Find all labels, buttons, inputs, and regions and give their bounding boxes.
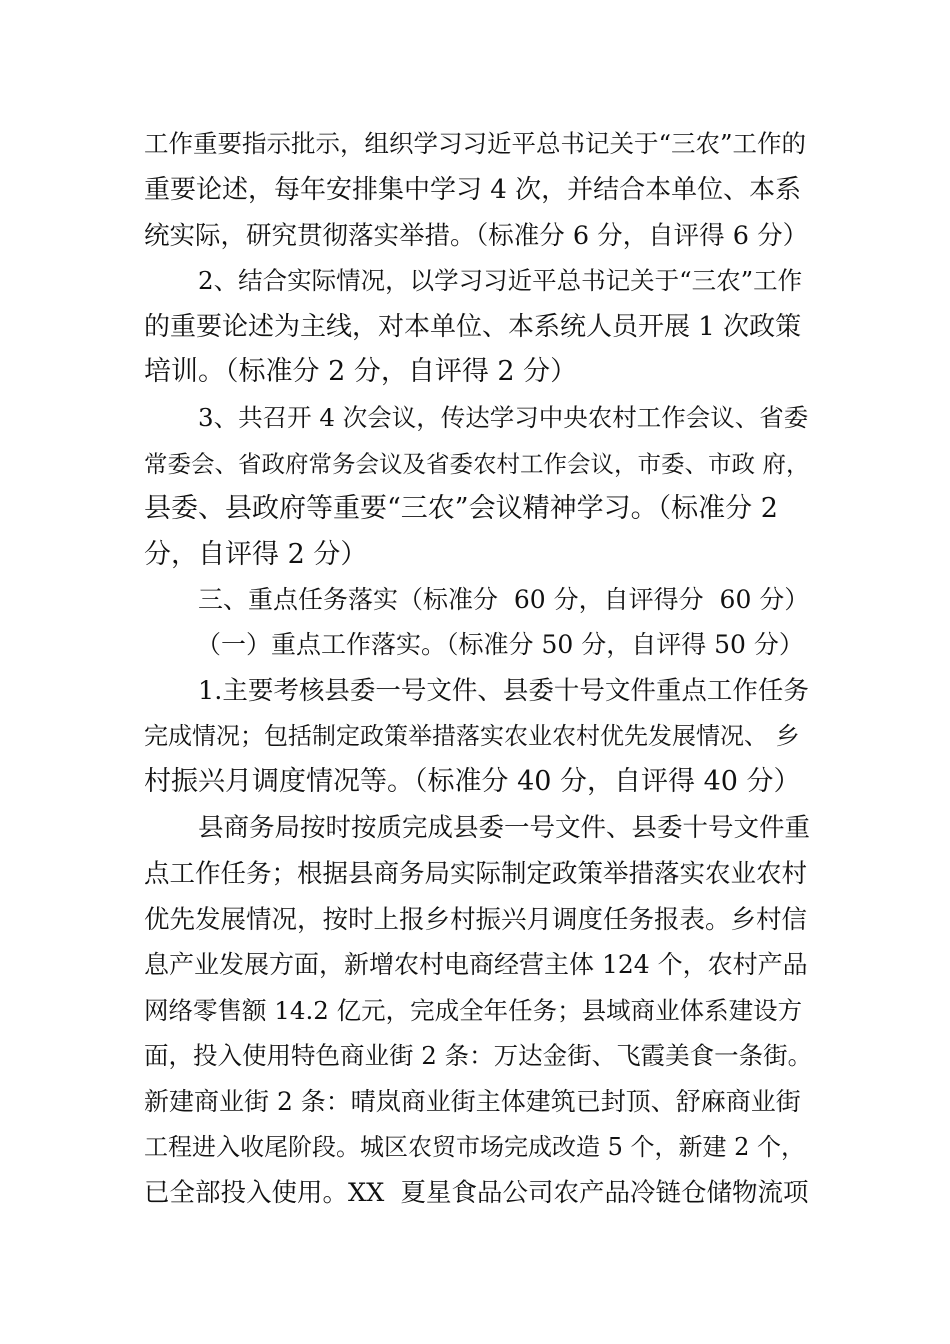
body-text-line: 分，自评得 2 分）: [144, 539, 368, 570]
body-text-line: 优先发展情况，按时上报乡村振兴月调度任务报表。乡村信: [144, 905, 808, 935]
body-text-line: 县委、县政府等重要“三农”会议精神学习。（标准分 2: [144, 493, 778, 524]
body-text-line: 息产业发展方面，新增农村电商经营主体 124 个，农村产品: [144, 950, 808, 979]
body-text-line: 统实际，研究贯彻落实举措。（标准分 6 分，自评得 6 分）: [144, 221, 809, 251]
body-text-line: 已全部投入使用。XX 夏星食品公司农产品冷链仓储物流项: [144, 1178, 809, 1208]
body-text-line: 工作重要指示批示，组织学习习近平总书记关于“三农”工作的: [144, 129, 807, 158]
body-text-line: 县商务局按时按质完成县委一号文件、县委十号文件重: [198, 813, 811, 843]
body-text-line: 1.主要考核县委一号文件、县委十号文件重点工作任务: [198, 676, 809, 706]
body-text-line: 新建商业街 2 条：晴岚商业街主体建筑已封顶、舒麻商业街: [144, 1087, 801, 1116]
body-text-line: 的重要论述为主线，对本单位、本系统人员开展 1 次政策: [144, 312, 802, 342]
body-text-line: 村振兴月调度情况等。（标准分 40 分，自评得 40 分）: [144, 766, 801, 797]
body-text-line: 重要论述，每年安排集中学习 4 次，并结合本单位、本系: [144, 175, 802, 205]
body-text-line: 点工作任务；根据县商务局实际制定政策举措落实农业农村: [144, 859, 808, 889]
body-text-line: 2、结合实际情况，以学习习近平总书记关于“三农”工作: [198, 266, 803, 295]
body-text-line: 面，投入使用特色商业街 2 条：万达金街、飞霞美食一条街。: [144, 1041, 813, 1070]
body-text-line: 完成情况；包括制定政策举措落实农业农村优先发展情况、 乡: [144, 722, 800, 750]
body-text-line: 3、共召开 4 次会议，传达学习中央农村工作会议、省委: [198, 403, 809, 432]
body-text-line: 网络零售额 14.2 亿元，完成全年任务；县域商业体系建设方: [144, 996, 803, 1025]
subsection-heading: （一）重点工作落实。（标准分 50 分，自评得 50 分）: [196, 630, 804, 659]
body-text-line: 工程进入收尾阶段。城区农贸市场完成改造 5 个，新建 2 个，: [144, 1133, 806, 1161]
section-heading: 三、重点任务落实（标准分 60 分，自评得分 60 分）: [198, 585, 810, 614]
body-text-line: 常委会、省政府常务会议及省委农村工作会议，市委、市政 府，: [144, 450, 810, 478]
body-text-line: 培训。（标准分 2 分，自评得 2 分）: [144, 356, 578, 387]
